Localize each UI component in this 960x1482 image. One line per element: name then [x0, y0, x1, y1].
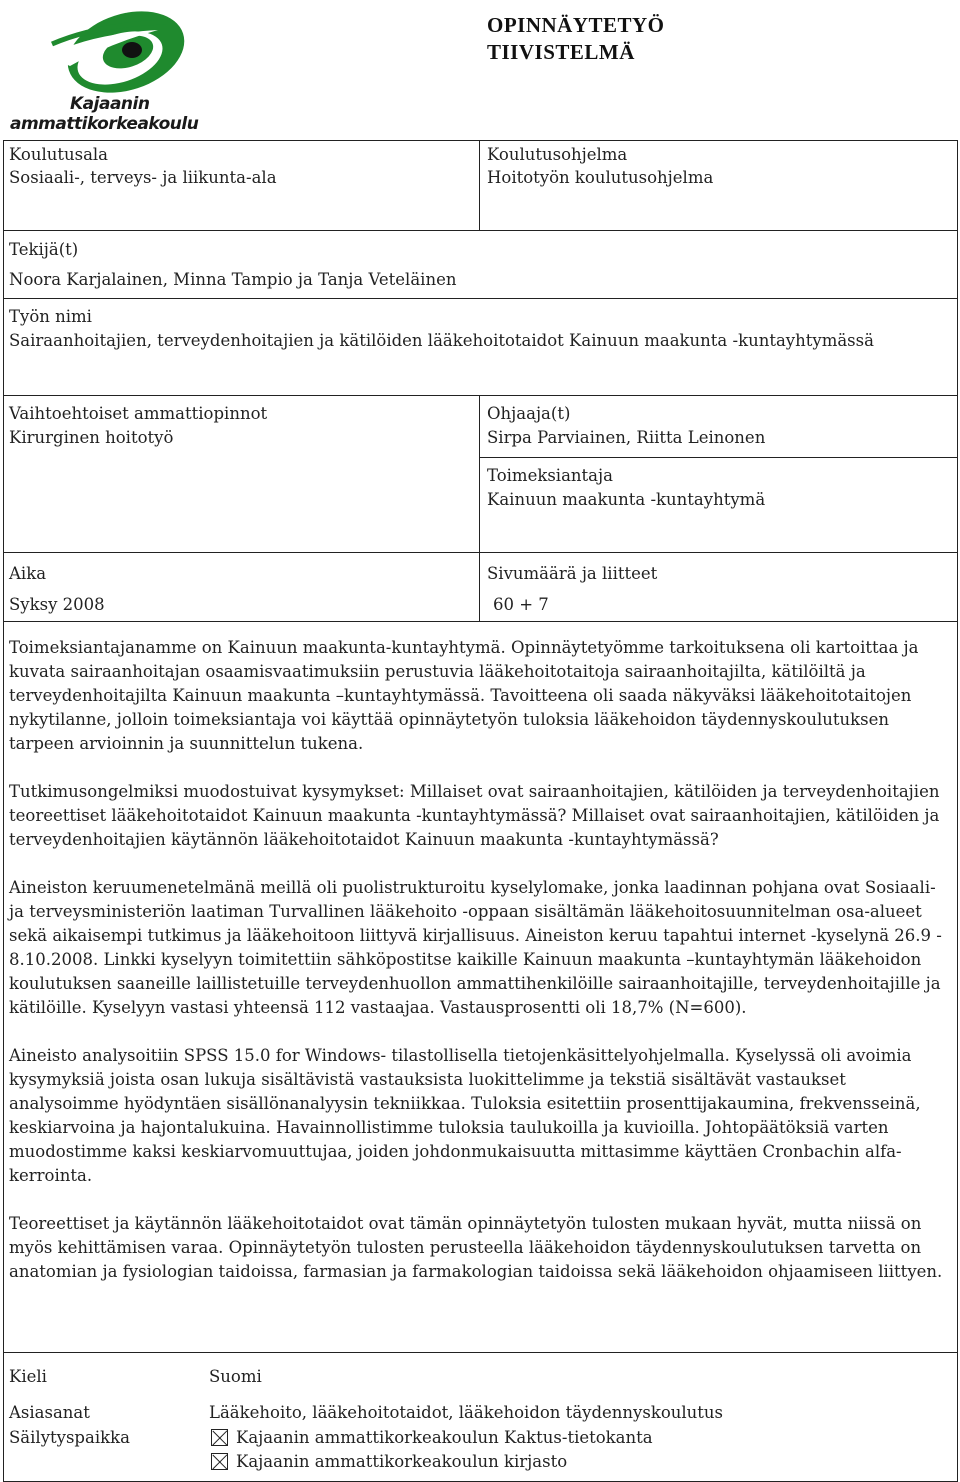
divider [3, 230, 958, 231]
document-title [487, 12, 665, 66]
field-tyon-nimi [9, 305, 874, 353]
field-tekijat [9, 235, 456, 295]
divider [479, 457, 958, 458]
field-value: 60 + 7 [493, 595, 549, 614]
field-label: Koulutusala [9, 145, 109, 164]
divider [3, 552, 958, 553]
abstract [9, 636, 949, 1308]
field-aika [9, 558, 105, 620]
field-label: Vaihtoehtoiset ammattiopinnot [9, 404, 268, 423]
field-value: Hoitotyön koulutusohjelma [487, 168, 714, 187]
checkbox-checked[interactable] [211, 1429, 228, 1446]
school-name [10, 94, 198, 134]
field-value: Kirurginen hoitotyö [9, 428, 174, 447]
divider [3, 621, 958, 622]
divider [3, 298, 958, 299]
sailytyspaikka-option [211, 1426, 653, 1449]
field-ohjaaja [487, 402, 765, 450]
divider [479, 395, 480, 621]
divider [3, 1352, 958, 1353]
field-label: Sivumäärä ja liitteet [487, 564, 658, 583]
field-label: Ohjaaja(t) [487, 404, 571, 423]
field-label: Toimeksiantaja [487, 466, 613, 485]
field-vaihtoehtoiset [9, 402, 267, 450]
document-title-line2: TIIVISTELMÄ [487, 40, 635, 64]
field-sivumaara [487, 558, 657, 620]
divider [479, 140, 480, 230]
field-value: Sairaanhoitajien, terveydenhoitajien ja kätilöiden lääkehoitotaidot Kainuun maakunta -kuntayhtymässä [9, 331, 874, 350]
option-label: Kajaanin ammattikorkeakoulun kirjasto [236, 1452, 568, 1471]
kieli-value: Suomi [209, 1367, 262, 1386]
field-koulutusala [9, 143, 277, 189]
divider [3, 395, 958, 396]
sailytyspaikka-option [211, 1450, 567, 1473]
field-toimeksiantaja [487, 464, 765, 512]
school-name-line2: ammattikorkeakoulu [10, 114, 199, 134]
document-title-line1: OPINNÄYTETYÖ [487, 13, 665, 37]
checkbox-checked[interactable] [211, 1453, 228, 1470]
field-label: Työn nimi [9, 307, 92, 326]
field-value: Syksy 2008 [9, 595, 105, 614]
abstract-paragraph: Toimeksiantajanamme on Kainuun maakunta-kuntayhtymä. Opinnäytetyömme tarkoituksena oli kartoittaa ja kuvata sairaanhoitajan osaamisvaatimuksiin perustuvia lääkehoitotaitoja sairaanhoitajilta, kätilöiltä ja terveydenhoitajilta Kainuun maakunta –kuntayhtymässä. Tavoitteena oli saada näkyväksi lääkehoitotaitojen nykytilanne, jolloin toimeksiantaja voi käyttää opinnäytetyön tuloksia lääkehoidon täydennyskoulutuksen tarpeen arvioinnin ja suunnittelun tukena. [9, 638, 919, 753]
field-label: Aika [9, 564, 47, 583]
kieli-label: Kieli [9, 1367, 47, 1386]
abstract-paragraph: Aineiston keruumenetelmänä meillä oli puolistrukturoitu kyselylomake, jonka laadinnan pohjana ovat Sosiaali- ja terveysministeriön laatiman Turvallinen lääkehoito -oppaan sisältämän lääkehoitosuunnitelman osa-alueet sekä aikaisempi tutkimus ja lääkehoitoon liittyvä kirjallisuus. Aineiston keruu tapahtui internet -kyselynä 26.9 - 8.10.2008. Linkki kyselyyn toimitettiin sähköpostitse kaikille Kainuun maakunta –kuntayhtymän lääkehoidon koulutuksen saaneille laillistetuille terveydenhuollon ammattihenkilöille sairaanhoitajille, terveydenhoitajille ja kätilöille. Kyselyyn vastasi yhteensä 112 vastaajaa. Vastausprosentti oli 18,7% (N=600). [9, 878, 942, 1017]
field-value: Sosiaali-, terveys- ja liikunta-ala [9, 168, 277, 187]
field-label: Koulutusohjelma [487, 145, 628, 164]
school-name-line1: Kajaanin [70, 94, 150, 114]
asiasanat-label: Asiasanat [9, 1403, 90, 1422]
asiasanat-value: Lääkehoito, lääkehoitotaidot, lääkehoidon täydennyskoulutus [209, 1403, 724, 1422]
field-value: Noora Karjalainen, Minna Tampio ja Tanja Veteläinen [9, 270, 457, 289]
abstract-paragraph: Aineisto analysoitiin SPSS 15.0 for Windows- tilastollisella tietojenkäsittelyohjelmalla. Kyselyssä oli avoimia kysymyksiä joista osan lukuja sisältävistä vastauksista luokittelimme ja tekstiä sisältävät vastaukset analysoimme hyödyntäen sisällönanalyysin tekniikkaa. Tuloksia esitettiin prosenttijakaumina, frekvensseinä, keskiarvoina ja hajontalukuina. Havainnollistimme tuloksia taulukoilla ja kuvioilla. Johtopäätöksiä varten muodostimme kaksi keskiarvomuuttujaa, joiden johdonmukaisuutta mittasimme käyttäen Cronbachin alfa-kerrointa. [9, 1046, 921, 1185]
field-label: Tekijä(t) [9, 240, 79, 259]
field-value: Kainuun maakunta -kuntayhtymä [487, 490, 766, 509]
abstract-paragraph: Tutkimusongelmiksi muodostuivat kysymykset: Millaiset ovat sairaanhoitajien, kätilöiden ja terveydenhoitajien teoreettiset lääkehoitotaidot Kainuun maakunta -kuntayhtymässä? Millaiset ovat sairaanhoitajien, kätilöiden ja terveydenhoitajien käytännön lääkehoitotaidot Kainuun maakunta -kuntayhtymässä? [9, 782, 940, 849]
field-value: Sirpa Parviainen, Riitta Leinonen [487, 428, 766, 447]
sailytyspaikka-label: Säilytyspaikka [9, 1428, 130, 1447]
abstract-paragraph: Teoreettiset ja käytännön lääkehoitotaidot ovat tämän opinnäytetyön tulosten mukaan hyvät, mutta niissä on myös kehittämisen varaa. Opinnäytetyön tulosten perusteella lääkehoidon täydennyskoulutuksen tarvetta on anatomian ja fysiologian taidoissa, farmasian ja farmakologian taidoissa sekä lääkehoidon ohjaamiseen liittyen. [9, 1214, 943, 1281]
field-koulutusohjelma [487, 143, 713, 189]
option-label: Kajaanin ammattikorkeakoulun Kaktus-tietokanta [236, 1428, 653, 1447]
